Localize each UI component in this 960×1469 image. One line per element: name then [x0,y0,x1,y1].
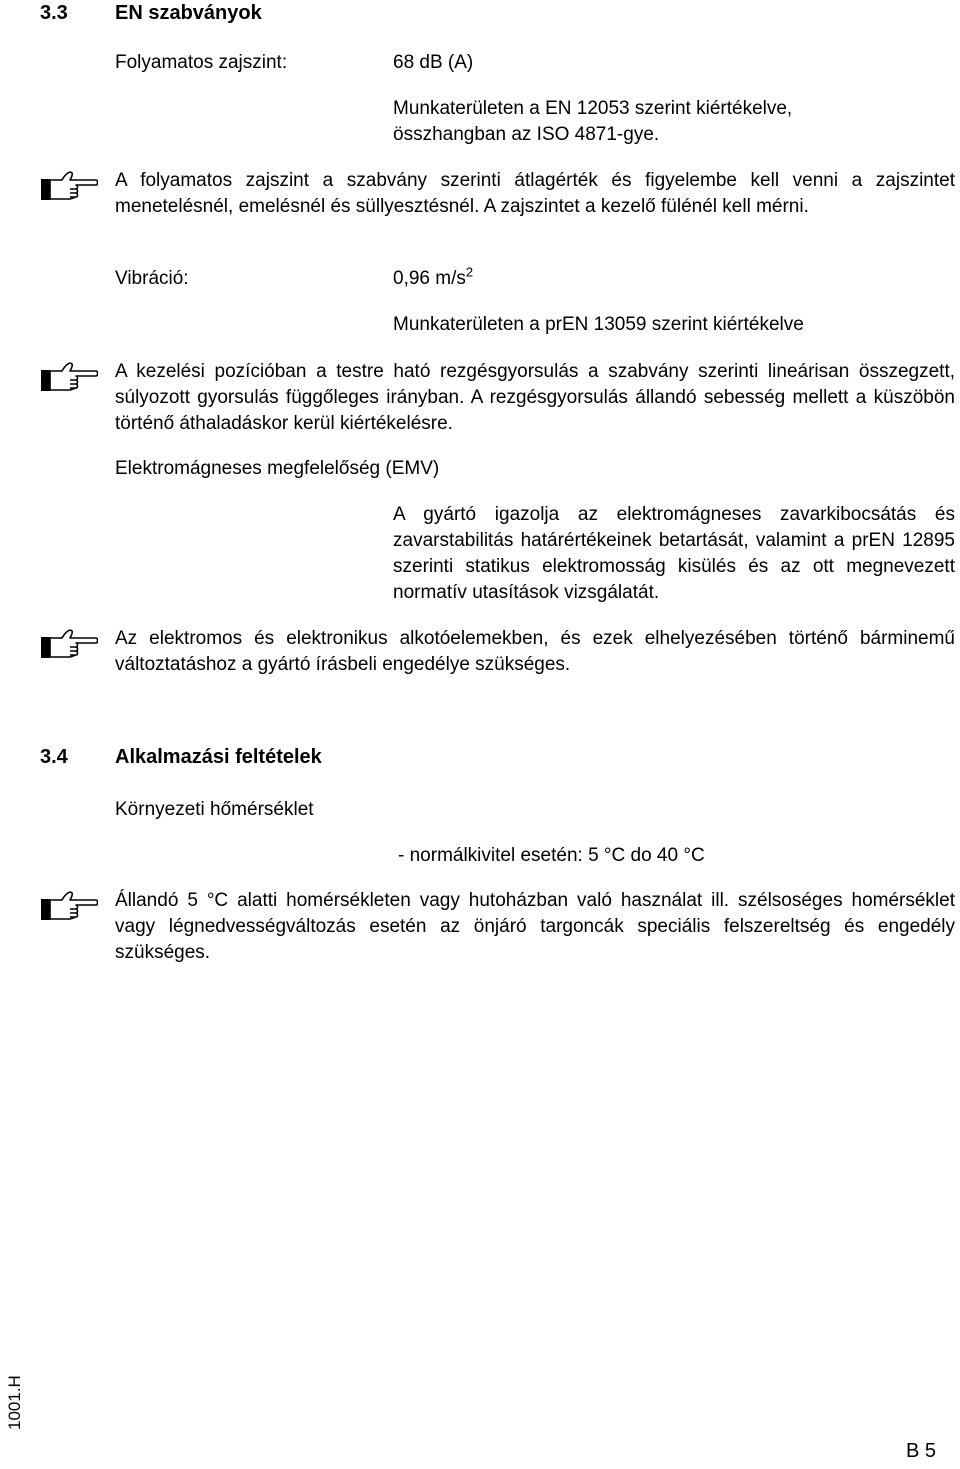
vibration-exponent: 2 [465,264,474,280]
vibration-standard-line: Munkaterületen a prEN 13059 szerint kiértékelve [393,314,804,335]
section-title: EN szabványok [115,2,262,24]
temperature-note: Állandó 5 °C alatti homérsékleten vagy hutoházban való használat ill. szélsoséges homérséklet vagy légnedvességváltozás esetén az önjáró targoncák speciális felszereltség és engedély szükséges. [115,890,955,963]
page-number: B 5 [906,1440,937,1462]
vibration-note: A kezelési pozícióban a testre ható rezgésgyorsulás a szabvány szerinti lineárisan összegzett, súlyozott gyorsulás függőleges irányban. A rezgésgyorsulás állandó sebesség mellett a küszöbön történő áthaladáskor kerül kiértékelésre. [115,361,955,434]
environment-temperature-label: Környezeti hőmérséklet [115,799,314,820]
modification-note: Az elektromos és elektronikus alkotóelemekben, és ezek elhelyezésében történő bárminemű változtatáshoz a gyártó írásbeli engedélye szükséges. [115,628,955,675]
noise-iso-line: összhangban az ISO 4871-gye. [393,124,660,145]
noise-note: A folyamatos zajszint a szabvány szerinti átlagérték és figyelembe kell venni a zajszintet menetelésnél, emelésnél és süllyesztésnél. A zajszintet a kezelő fülénél kell mérni. [115,170,955,217]
noise-value: 68 dB (A) [393,52,474,73]
emv-label: Elektromágneses megfelelőség (EMV) [115,458,440,479]
noise-standard-line: Munkaterületen a EN 12053 szerint kiértékelve, [393,98,793,119]
vibration-value-text: 0,96 m/s [393,268,466,289]
pointing-hand-icon [40,888,98,922]
section-title: Alkalmazási feltételek [115,746,322,768]
vibration-value [393,266,473,292]
vibration-label: Vibráció: [115,268,189,289]
environment-temperature-range: - normálkivitel esetén: 5 °C do 40 °C [398,845,705,866]
section-number: 3.3 [40,2,68,24]
emv-text: A gyártó igazolja az elektromágneses zavarkibocsátás és zavarstabilitás határértékeinek betartását, valamint a prEN 12895 szerinti statikus elektromosság kisülés és az ott megnevezett normatív utasítások vizsgálatát. [393,504,955,603]
pointing-hand-icon [40,359,98,393]
section-number: 3.4 [40,746,68,768]
noise-label: Folyamatos zajszint: [115,52,288,73]
pointing-hand-icon [40,626,98,660]
document-code: 1001.H [5,1375,24,1430]
pointing-hand-icon [40,168,98,202]
